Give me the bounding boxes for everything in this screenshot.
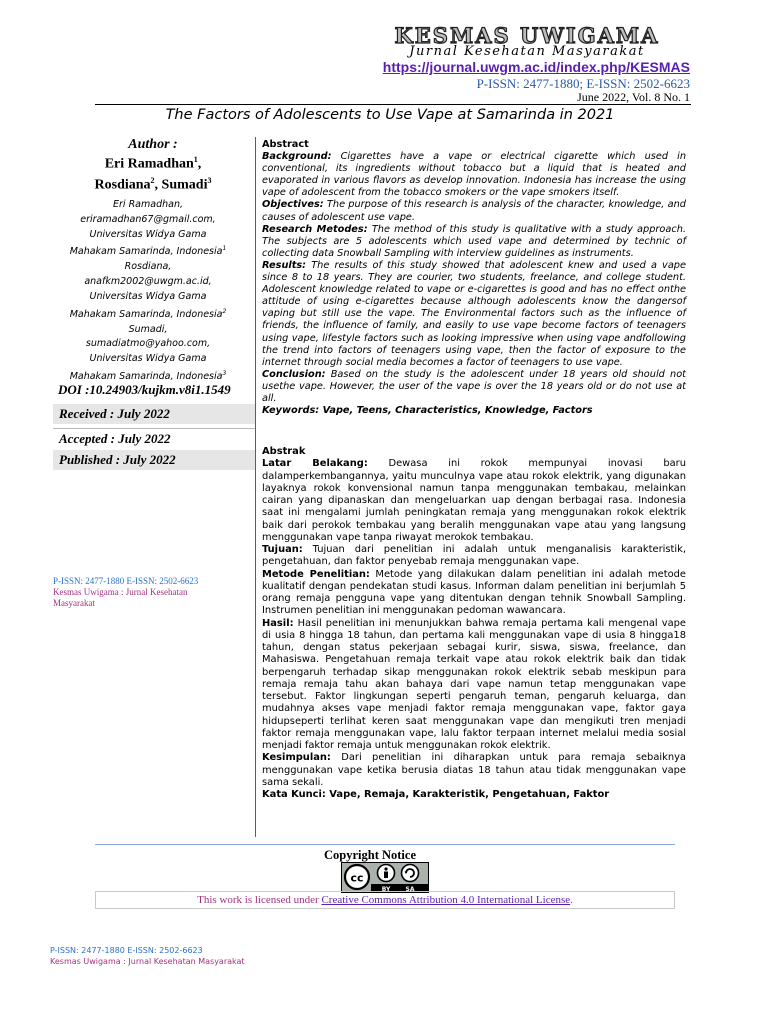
license-prefix: This work is licensed under — [197, 894, 322, 906]
aff-line: Universitas Widya Gama — [89, 353, 207, 365]
abstrak-keywords: Kata Kunci: Vape, Remaja, Karakteristik, Pengetahuan, Faktor — [262, 789, 610, 800]
abstract-methods: Research Metodes: The method of this study is qualitative with a study approach. The subjects are 5 adolescents which used vape and determined by technic of collecting data Snowball Sampling with interview guidelines as instruments. — [262, 223, 686, 259]
license-suffix: . — [570, 894, 573, 906]
svg-text:cc: cc — [350, 871, 364, 885]
journal-brand: KESMAS UWIGAMA — [394, 23, 660, 48]
abstract-indonesian — [262, 446, 686, 801]
abstrak-latar: Latar Belakang: Dewasa ini rokok mempunyai inovasi baru dalamperkembangannya, yaitu munculnya vape atau rokok elektrik, yang digunakan layaknya rokok konvensional namun tanpa menggunakan tembakau, melainkan cairan yang dipanaskan dan mengeluarkan uap dengan berbagai rasa. Indonesia saat ini mengalami jumlah peningkatan remaja yang menggunakan rokok elektrik baik dari perokok tembakau yang beralih menggunakan vape atau yang langsung menggunakan vape tanpa riwayat merokok tembakau. — [262, 458, 686, 543]
journal-url-link[interactable]: https://journal.uwgm.ac.id/index.php/KESMAS — [382, 59, 690, 75]
abstract-results: Results: The results of this study showed that adolescent knew and used a vape since 8 to 18 years. They are courier, two students, freelance, and college student. Adolescent knowledge related to vape or e-cigarettes is good and has no effect onthe attitude of using e-cigarettes because although adolescents know the dangersof vaping but still use the vape. The Environmental factors such as the influence of friends, the influence of family, and easily to use vape become factors of teenagers using vape, lifestyle factors such as looking impressive when using vape andfollowing the trend into factors of teenagers using vape, then the factor of exposure to the internet through social media becomes a factor of teenagers to use vape. — [262, 259, 686, 368]
abstract-heading: Abstract — [262, 139, 309, 150]
aff-line: Universitas Widya Gama — [89, 290, 207, 302]
abstrak-tujuan: Tujuan: Tujuan dari penelitian ini adalah untuk menganalisis karakteristik, pengetahuan, dan faktor penyebab remaja menggunakan vape. — [262, 544, 686, 568]
abstract-english — [262, 139, 686, 417]
aff-sup: 3 — [222, 370, 227, 378]
badge-by-label: BY — [381, 886, 391, 893]
author-2-name: Rosdiana — [94, 177, 151, 193]
issn-left: P-ISSN: 2477-1880 E-ISSN: 2502-6623 — [53, 576, 199, 586]
abstract-keywords: Keywords: Vape, Teens, Characteristics, Knowledge, Factors — [262, 405, 593, 417]
aff-line: Mahakam Samarinda, Indonesia — [69, 246, 223, 258]
aff-sup: 2 — [222, 307, 227, 315]
license-link[interactable]: Creative Commons Attribution 4.0 International License — [321, 894, 571, 906]
paper-title: The Factors of Adolescents to Use Vape at Samarinda in 2021 — [165, 107, 615, 123]
abstract-objectives: Objectives: The purpose of this research is analysis of the character, knowledge, and causes of adolescent use vape. — [262, 199, 686, 223]
journal-subtitle: Jurnal Kesehatan Masyarakat — [409, 44, 645, 59]
issue-info: June 2022, Vol. 8 No. 1 — [577, 90, 690, 104]
journal-name-line: Masyarakat — [53, 598, 95, 608]
journal-name-left — [53, 587, 263, 609]
badge-sa-label: SA — [405, 886, 415, 893]
abstrak-heading: Abstrak — [262, 446, 306, 457]
aff-email: sumadiatmo@yahoo.com, — [85, 338, 211, 350]
license-notice — [95, 891, 675, 909]
aff-sup: 1 — [222, 245, 227, 253]
aff-line: Rosdiana, — [124, 261, 172, 273]
author-names — [58, 152, 248, 193]
abstract-conclusion: Conclusion: Based on the study is the adolescent under 18 years old should not usethe vape. However, the user of the vape is over the 18 years old or do not use at all. — [262, 368, 686, 404]
abstract-background: Background: Cigarettes have a vape or electrical cigarette which used in conventional, its ingredients without tobacco but a liquid that is heated and evaporated in various flavors as develop innovation. Indonesia has increase the using vape of adolescent from the tobacco smokers or the vape smokers itself. — [262, 151, 686, 199]
aff-line: Eri Ramadhan, — [113, 199, 183, 210]
author-sep: , — [197, 156, 202, 172]
aff-line: Mahakam Samarinda, Indonesia — [69, 308, 223, 320]
footer-journal: Kesmas Uwigama : Jurnal Kesehatan Masyarakat — [50, 957, 245, 966]
author-1-sup: 1 — [193, 155, 198, 164]
accepted-date: Accepted : July 2022 — [53, 428, 255, 448]
abstrak-hasil: Hasil: Hasil penelitian ini menunjukkan bahwa remaja pertama kali mengenal vape di usia 8 hingga 18 tahun, dan pertama kali menggunakan vape di usia 8 hingga18 tahun, dengan status pekerjaan sebagai kurir, siswa, siswa, freelance, dan Mahasiswa. Pengetahuan remaja terkait vape atau rokok elektrik baik dan tidak berpengaruh terhadap sikap menggunakan rokok elektrik sebab meskipun para remaja remaja tahu akan bahaya dari vape namun tetap menggunakan vape tersebut. Faktor lingkungan seperti pengaruh teman, pengaruh keluarga, dan mudahnya akses vape menjadi faktor remaja menggunakan vape, faktor gaya hidupseperti terlihat keren saat menggunakan vape dan mengikuti tren menjadi faktor remaja menggunakan vape, lalu faktor terpaan internet melalui media sosial menjadi faktor remaja untuk menggunakan rokok elektrik. — [262, 617, 686, 751]
aff-line: Universitas Widya Gama — [89, 228, 207, 240]
issn-header: P-ISSN: 2477-1880; E-ISSN: 2502-6623 — [476, 76, 690, 91]
author-label: Author : — [128, 137, 178, 152]
column-divider — [255, 137, 256, 837]
abstrak-kesimpulan: Kesimpulan: Dari penelitian ini diharapkan untuk para remaja sebaiknya menggunakan vape ketika berusia diatas 18 tahun atau tidak menggunakan vape sama sekali. — [262, 752, 686, 788]
aff-line: Sumadi, — [128, 323, 168, 335]
author-3-name: , Sumadi — [154, 177, 208, 193]
doi: DOI :10.24903/kujkm.v8i1.1549 — [58, 382, 231, 397]
aff-email: anafkm2002@uwgm.ac.id, — [84, 276, 212, 288]
journal-name-line: Kesmas Uwigama : Jurnal Kesehatan — [53, 587, 188, 597]
aff-email: eriramadhan67@gmail.com, — [80, 213, 216, 225]
author-3-sup: 3 — [207, 175, 212, 185]
author-1-name: Eri Ramadhan — [104, 156, 194, 172]
footer-divider — [95, 844, 675, 845]
affiliations — [42, 198, 254, 385]
abstrak-metode: Metode Penelitian: Metode yang dilakukan dalam penelitian ini adalah metode kualitatif dengan pendekatan studi kasus. Informan dalam penelitian ini berjumlah 5 orang remaja pengguna vape yang ditentukan dengan tehnik Snowball Sampling. Instrumen penelitian ini menggunakan pedoman wawancara. — [262, 568, 687, 617]
aff-line: Mahakam Samarinda, Indonesia — [69, 371, 223, 383]
author-2-sup: 2 — [150, 175, 155, 185]
received-date: Received : July 2022 — [53, 404, 255, 424]
copyright-title: Copyright Notice — [324, 848, 416, 862]
cc-by-sa-badge-icon[interactable] — [341, 862, 429, 893]
published-date: Published : July 2022 — [53, 450, 255, 470]
footer-issn: P-ISSN: 2477-1880 E-ISSN: 2502-6623 — [50, 946, 203, 955]
